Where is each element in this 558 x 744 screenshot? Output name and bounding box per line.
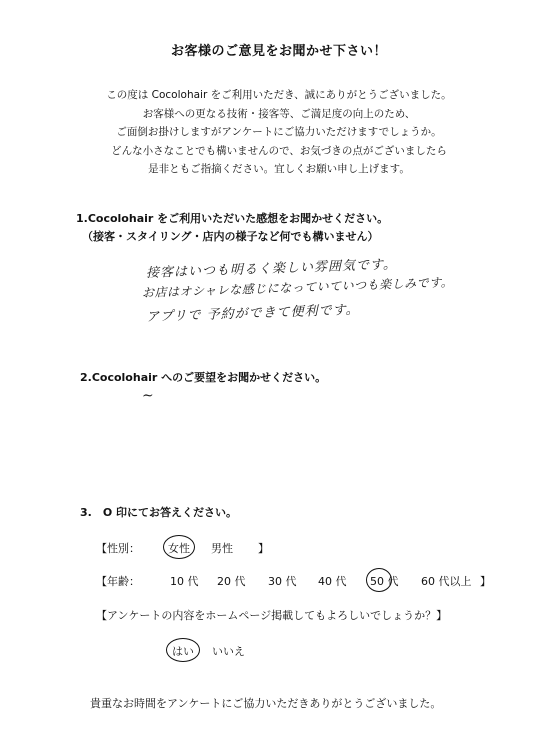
intro-line: この度は Cocolohair をご利用いただき、誠にありがとうございました。 [106,89,452,101]
intro-text [0,86,558,179]
age-option-50[interactable]: 50 代 [370,575,399,588]
age-option-10[interactable]: 10 代 [170,575,199,588]
thank-you-footer: 貴重なお時間をアンケートにご協力いただきありがとうございました。 [90,697,442,710]
publish-question: 【アンケートの内容をホームページ掲載してもよろしいでしょうか？】 [96,609,448,622]
age-option-60-plus[interactable]: 60 代以上 [421,575,472,588]
intro-line: どんな小さなことでも構いませんので、お気づきの点がございましたら [111,144,447,157]
gender-option-female[interactable]: 女性 [168,542,190,555]
age-selected-circle [366,568,392,592]
age-bracket-close: 】 [480,575,491,588]
intro-line: お客様への更なる技術・接客等、ご満足度の向上のため、 [142,107,416,120]
intro-line: ご面倒お掛けしますがアンケートにご協力いただけますでしょうか。 [116,126,442,138]
question-1-subtext: （接客・スタイリング・店内の様子など何でも構いません） [82,230,379,243]
publish-selected-circle [166,638,200,662]
question-1-answer-line: 接客はいつも明るく楽しい雰囲気です。 [145,257,398,281]
gender-bracket-close: 】 [258,542,269,555]
question-1-label: 1.Cocolohair をご利用いただいた感想をお聞かせください。 [76,212,389,225]
age-option-20[interactable]: 20 代 [217,575,246,588]
gender-label: 【性別： [96,542,140,555]
question-2-mark: ~ [141,387,156,404]
intro-line: 是非ともご指摘ください。宜しくお願い申し上げます。 [148,163,410,175]
age-option-30[interactable]: 30 代 [268,575,297,588]
survey-title: お客様のご意見をお聞かせ下さい！ [170,44,387,59]
question-3-label: 3. O 印にてお答えください。 [80,506,238,519]
age-option-40[interactable]: 40 代 [318,575,347,588]
gender-option-male[interactable]: 男性 [211,542,233,555]
question-1-answer-line: アプリで 予約ができて便利です。 [145,302,360,325]
question-2-label: 2.Cocolohair へのご要望をお聞かせください。 [80,371,327,384]
age-label: 【年齢： [96,575,140,588]
question-1-answer-line: お店はオシャレな感じになっていていつも楽しみです。 [141,275,454,300]
publish-option-no[interactable]: いいえ [212,645,245,658]
publish-option-yes[interactable]: はい [172,645,194,658]
gender-selected-circle [163,535,195,559]
